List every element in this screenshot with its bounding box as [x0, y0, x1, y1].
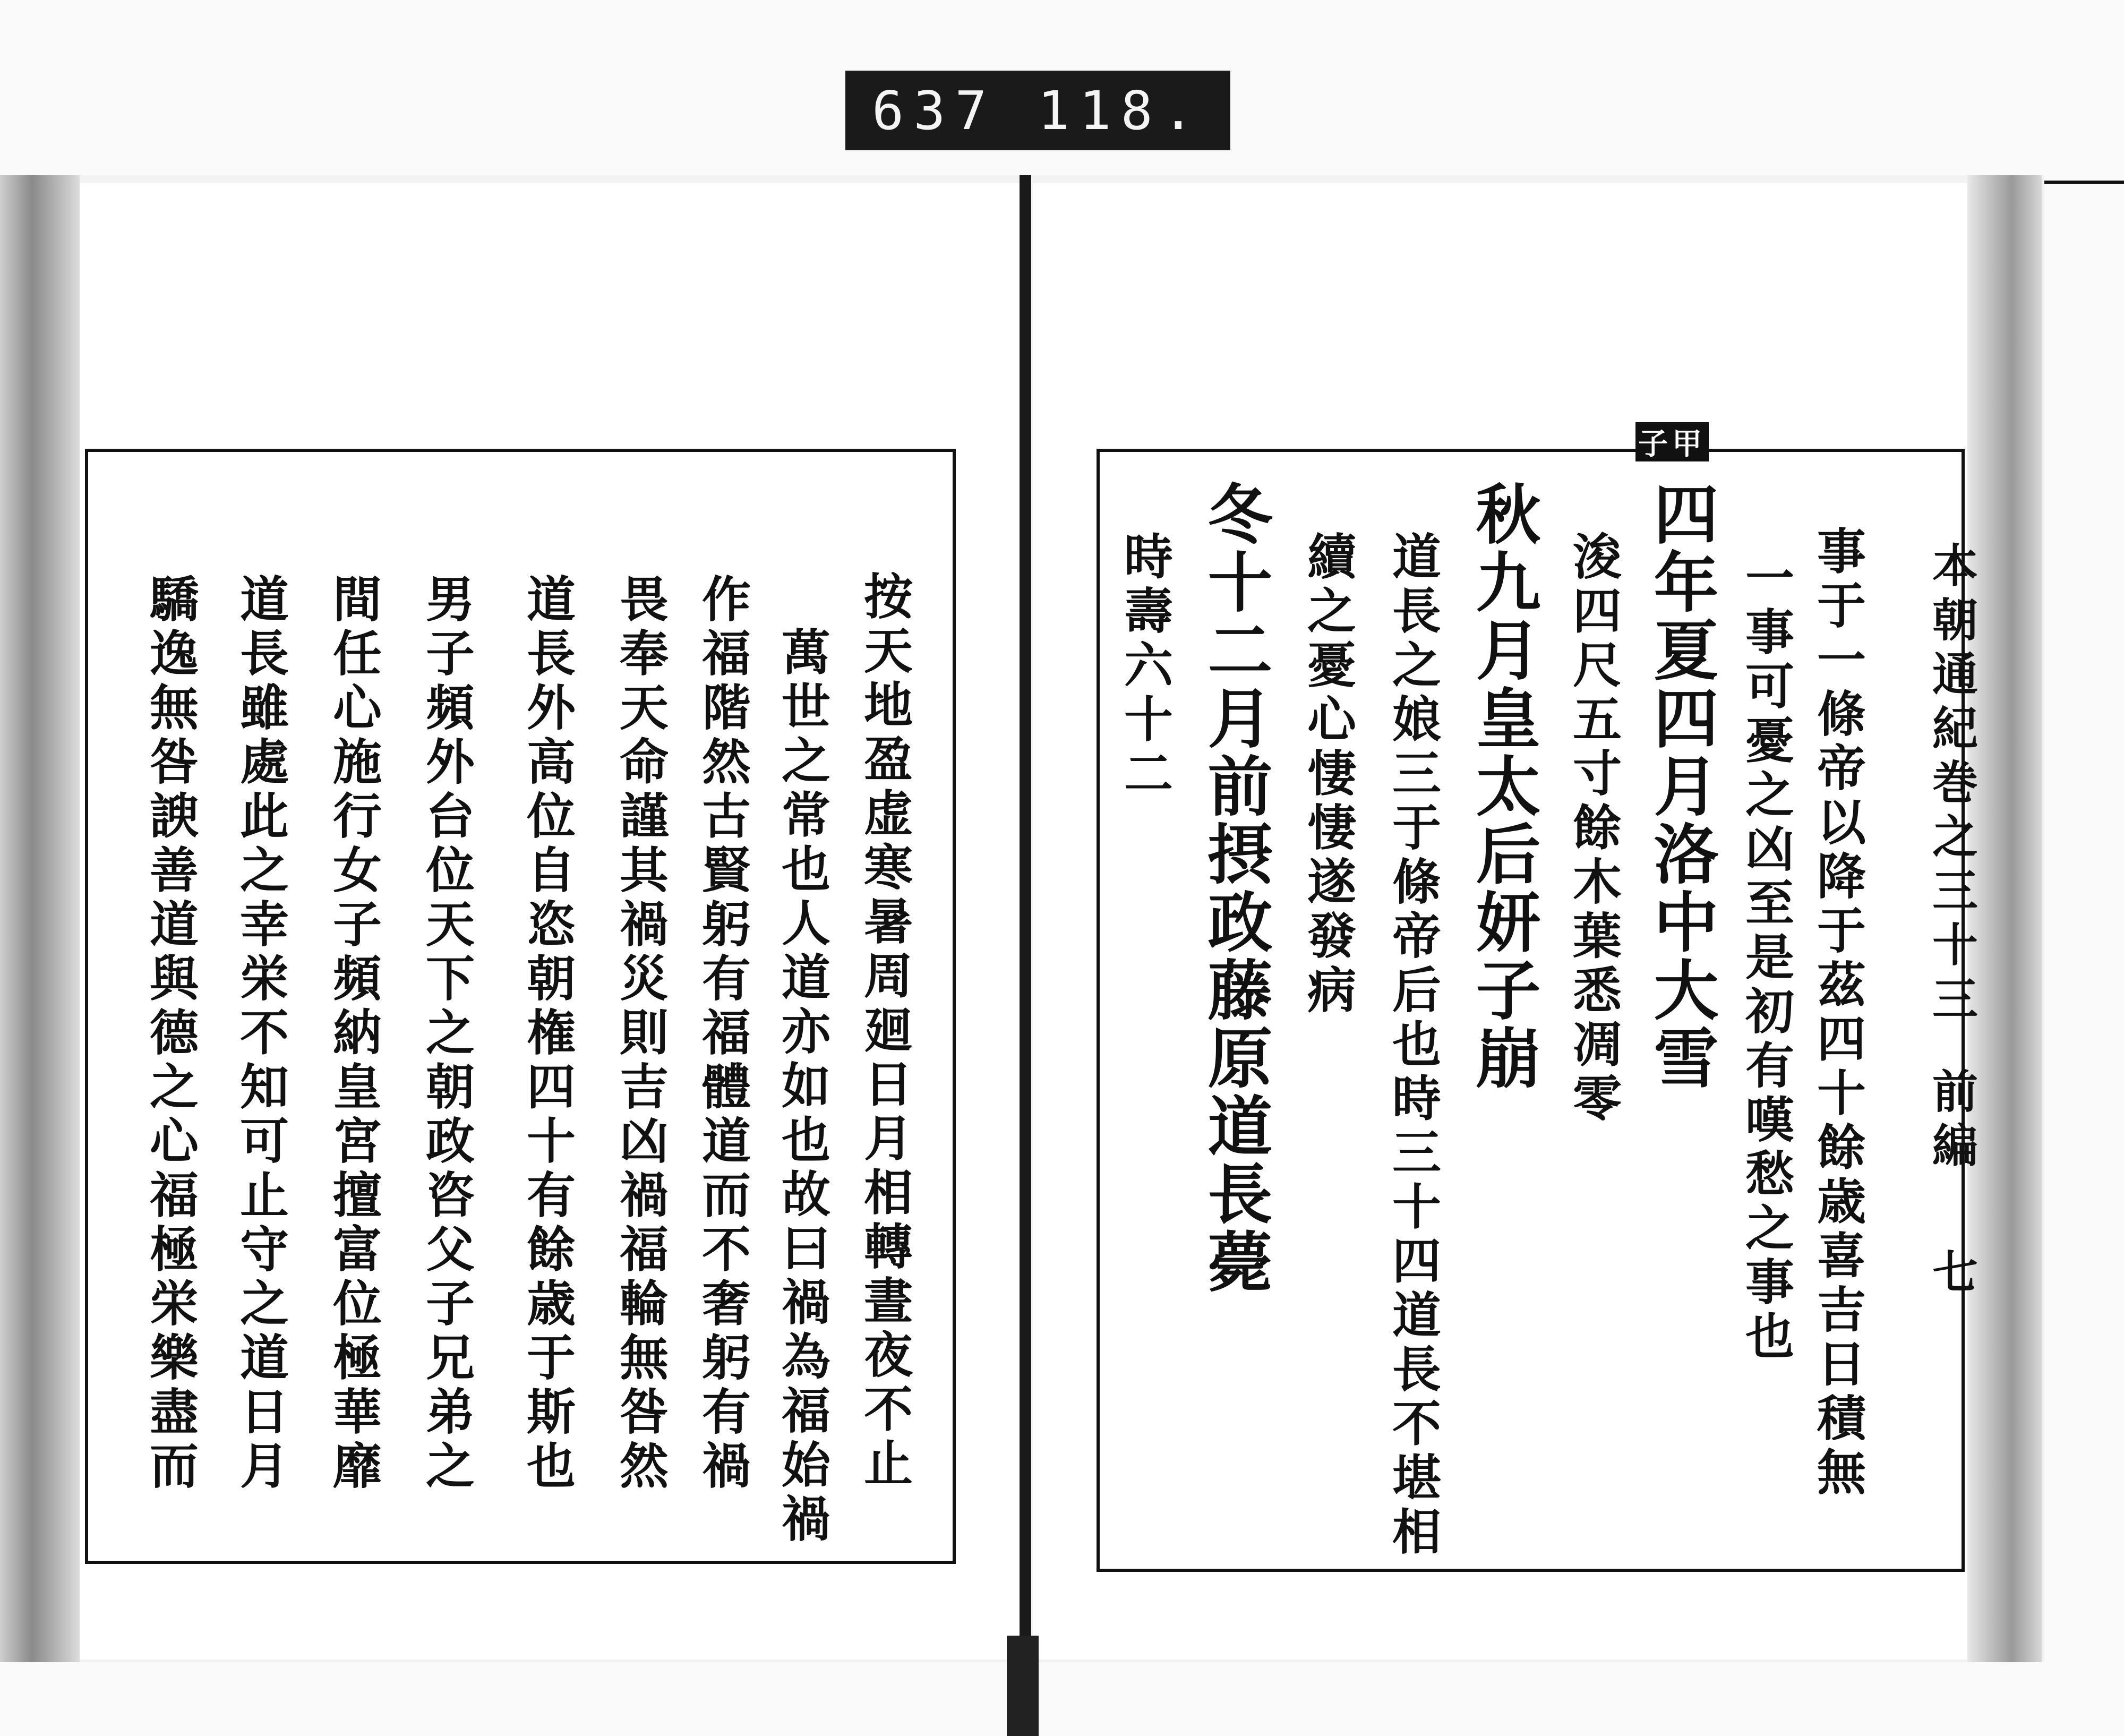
right-column-1: 事于一條帝以降于茲四十餘歳喜吉日積無 [1809, 526, 1866, 1501]
left-column-8: 道長雖處此之幸栄不知可止守之道日月 [232, 574, 289, 1494]
spine-bookmark [1007, 1636, 1039, 1736]
archive-number-right: 118. [1038, 79, 1204, 142]
right-column-8-heading: 冬十二月前摂政藤原道長薨 [1197, 481, 1273, 1296]
left-column-2: 萬世之常也人道亦如也故曰禍為福始禍 [774, 627, 831, 1547]
right-column-6: 道長之娘三于條帝后也時三十四道長不堪相 [1384, 531, 1442, 1560]
right-column-3-heading: 四年夏四月洛中大雪 [1643, 481, 1719, 1092]
book-spine [1020, 175, 1031, 1662]
right-column-9: 時壽六十二 [1116, 531, 1174, 802]
archive-number-label [845, 71, 1230, 150]
left-column-6: 男子頻外台位天下之朝政咨父子兄弟之 [418, 574, 475, 1494]
right-column-7: 續之憂心悽悽遂發病 [1299, 531, 1357, 1019]
archive-number-left: 637 [872, 79, 997, 142]
left-column-1: 按天地盈虚寒暑周廻日月相轉晝夜不止 [856, 571, 913, 1492]
left-page-edges [0, 175, 80, 1662]
left-column-4: 畏奉天命謹其禍災則吉凶禍福輪無咎然 [612, 574, 669, 1494]
left-column-5: 道長外高位自恣朝権四十有餘歳于斯也 [519, 574, 576, 1494]
left-column-3: 作福階然古賢躬有福體道而不奢躬有禍 [694, 574, 751, 1494]
era-tab: 子甲 [1635, 422, 1709, 461]
right-column-4: 浚四尺五寸餘木葉悉凋零 [1565, 531, 1622, 1127]
left-column-9: 驕逸無咎諛善道與德之心福極栄樂盡而 [142, 574, 199, 1494]
running-title: 本朝通紀巻之三十三 [1924, 542, 1978, 1029]
left-column-7: 間任心施行女子頻納皇宮擅富位極華靡 [325, 574, 382, 1494]
right-column-5-heading: 秋九月皇太后妍子崩 [1465, 481, 1541, 1092]
page-number: 七 [1924, 1248, 1978, 1302]
right-column-2: 一事可憂之凶至是初有嘆愁之事也 [1737, 552, 1795, 1365]
section-label: 前編 [1924, 1067, 1978, 1176]
